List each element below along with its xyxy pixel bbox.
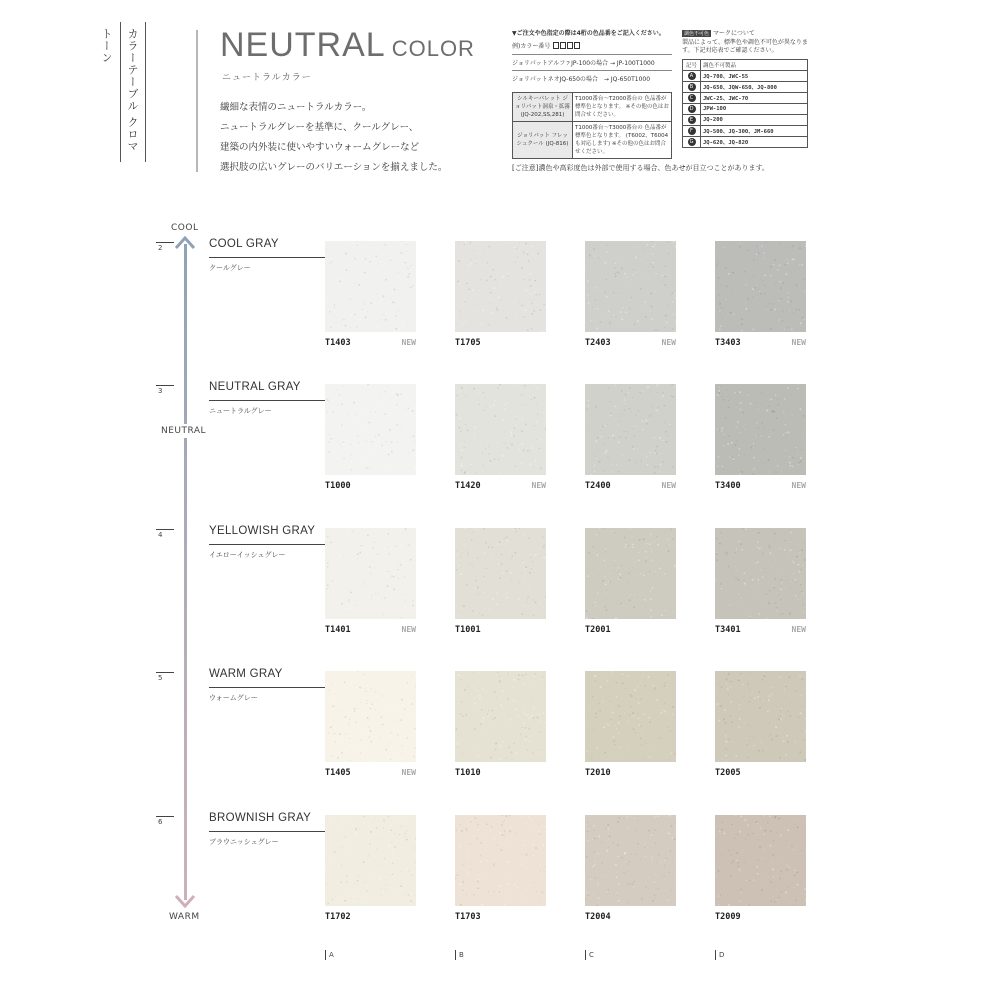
new-badge: NEW xyxy=(661,481,676,490)
swatch-code: T3400 xyxy=(715,481,741,491)
table-row xyxy=(683,104,808,115)
swatch-texture xyxy=(715,384,806,475)
swatch-code: T1010 xyxy=(455,768,481,778)
table-row xyxy=(513,122,672,159)
table-cell-product: シルキーパレット ジョリパット洞泉・拡霧 (JQ-202,SS,281) xyxy=(513,93,573,122)
color-swatch[interactable] xyxy=(585,815,676,906)
table-row xyxy=(683,126,808,137)
description-line: ニュートラルグレーを基準に、クールグレー、 xyxy=(220,122,419,133)
color-swatch[interactable] xyxy=(585,384,676,475)
mark-products: JQ-650、JQW-650、JQ-800 xyxy=(701,82,808,93)
swatch-code: T1420 xyxy=(455,481,481,491)
new-badge: NEW xyxy=(791,625,806,634)
mark-info-panel xyxy=(682,28,812,148)
table-header-product: 調色不可製品 xyxy=(701,60,808,71)
new-badge: NEW xyxy=(531,481,546,490)
swatch-code: T2009 xyxy=(715,912,741,922)
page-title-secondary: COLOR xyxy=(391,36,475,61)
axis-label-neutral: NEUTRAL xyxy=(161,426,207,436)
swatch-code: T1000 xyxy=(325,481,351,491)
column-marker: C xyxy=(585,950,594,960)
color-swatch[interactable] xyxy=(455,815,546,906)
color-swatch[interactable] xyxy=(455,671,546,762)
mark-symbol xyxy=(683,126,701,137)
row-number: 6 xyxy=(156,816,174,826)
circle-letter-icon: E xyxy=(688,116,696,124)
order-example xyxy=(512,41,672,50)
swatch-code: T1403 xyxy=(325,338,351,348)
row-subtitle: ブラウニッシュグレー xyxy=(209,838,279,846)
side-category-label: カラーテーブル クロマトーン xyxy=(120,22,146,162)
mark-heading xyxy=(682,28,812,37)
swatch-code: T2005 xyxy=(715,768,741,778)
swatch-code: T2001 xyxy=(585,625,611,635)
color-swatch[interactable] xyxy=(585,671,676,762)
mark-symbol xyxy=(683,137,701,148)
circle-letter-icon: G xyxy=(688,138,696,146)
order-info-panel xyxy=(512,28,672,159)
description-line: 繊細な表情のニュートラルカラー。 xyxy=(220,102,372,113)
mark-products: JQ-700、JWC-55 xyxy=(701,71,808,82)
swatch-texture xyxy=(455,671,546,762)
new-badge: NEW xyxy=(791,481,806,490)
circle-letter-icon: A xyxy=(688,72,696,80)
row-title: NEUTRAL GRAY xyxy=(209,381,301,393)
color-swatch[interactable] xyxy=(585,528,676,619)
swatch-texture xyxy=(715,671,806,762)
color-swatch[interactable] xyxy=(715,815,806,906)
row-title: WARM GRAY xyxy=(209,668,283,680)
color-swatch[interactable] xyxy=(325,815,416,906)
mark-table xyxy=(682,59,808,148)
swatch-texture xyxy=(325,241,416,332)
column-marker: D xyxy=(715,950,724,960)
table-row xyxy=(683,82,808,93)
swatch-texture xyxy=(715,241,806,332)
new-badge: NEW xyxy=(401,338,416,347)
swatch-code: T3403 xyxy=(715,338,741,348)
row-subtitle: ニュートラルグレー xyxy=(209,407,272,415)
swatch-texture xyxy=(325,671,416,762)
color-swatch[interactable] xyxy=(325,528,416,619)
row-title: YELLOWISH GRAY xyxy=(209,525,316,537)
row-number: 5 xyxy=(156,672,174,682)
circle-letter-icon: D xyxy=(688,105,696,113)
description-line: 建築の内外装に使いやすいウォームグレーなど xyxy=(220,142,420,153)
row-divider xyxy=(209,544,325,545)
row-number: 3 xyxy=(156,385,174,395)
standard-color-table xyxy=(512,92,672,159)
mark-products: JQ-200 xyxy=(701,115,808,126)
swatch-code: T2400 xyxy=(585,481,611,491)
swatch-code: T1001 xyxy=(455,625,481,635)
page-description xyxy=(220,98,447,178)
new-badge: NEW xyxy=(661,338,676,347)
caution-note: [ご注意]濃色や高彩度色は外部で使用する場合、色あせが目立つことがあります。 xyxy=(512,164,769,172)
color-swatch[interactable] xyxy=(715,384,806,475)
table-cell-note: T1000番台〜T3000番台の 色品番が標準色となります。 (T6002、T6004も対応します) ※その他の色はお問合せください。 xyxy=(573,122,672,159)
swatch-texture xyxy=(455,384,546,475)
color-swatch[interactable] xyxy=(325,241,416,332)
color-swatch[interactable] xyxy=(715,671,806,762)
page-title xyxy=(220,26,475,65)
mark-symbol xyxy=(683,93,701,104)
mark-heading-text: マークについて xyxy=(713,30,755,37)
row-title: COOL GRAY xyxy=(209,238,279,250)
table-row xyxy=(683,71,808,82)
table-header-symbol: 記号 xyxy=(683,60,701,71)
mark-products: JQ-620、JQ-820 xyxy=(701,137,808,148)
mark-products: JQ-500、JQ-300、JM-660 xyxy=(701,126,808,137)
row-divider xyxy=(209,257,325,258)
row-subtitle: クールグレー xyxy=(209,264,251,272)
swatch-code: T1405 xyxy=(325,768,351,778)
row-subtitle: イエローイッシュグレー xyxy=(209,551,286,559)
table-row xyxy=(683,115,808,126)
mark-symbol xyxy=(683,82,701,93)
swatch-code: T3401 xyxy=(715,625,741,635)
table-header-row xyxy=(683,60,808,71)
row-title: BROWNISH GRAY xyxy=(209,812,312,824)
mark-symbol xyxy=(683,115,701,126)
swatch-code: T2004 xyxy=(585,912,611,922)
swatch-texture xyxy=(585,241,676,332)
new-badge: NEW xyxy=(401,768,416,777)
swatch-code: T2010 xyxy=(585,768,611,778)
order-example-label: 例)カラー番号 xyxy=(512,43,551,50)
table-row xyxy=(683,93,808,104)
color-swatch[interactable] xyxy=(715,241,806,332)
new-badge: NEW xyxy=(401,625,416,634)
swatch-texture xyxy=(585,671,676,762)
row-number: 4 xyxy=(156,529,174,539)
arrow-down-icon xyxy=(174,894,196,908)
page-title-main: NEUTRAL xyxy=(220,26,386,64)
table-cell-product: ジョリパット フレッシュクール (JQ-816) xyxy=(513,122,573,159)
swatch-code: T1401 xyxy=(325,625,351,635)
mark-note: 製品によって、標準色や調色不可色が異なります。下記対応表でご確認ください。 xyxy=(682,39,808,54)
swatch-code: T1705 xyxy=(455,338,481,348)
color-swatch[interactable] xyxy=(455,528,546,619)
circle-letter-icon: B xyxy=(688,83,696,91)
swatch-code: T2403 xyxy=(585,338,611,348)
color-swatch[interactable] xyxy=(585,241,676,332)
swatch-texture xyxy=(455,241,546,332)
order-example-line: ジョリパットネオJQ-650の場合 → JQ-650T1000 xyxy=(512,70,672,86)
swatch-texture xyxy=(585,815,676,906)
swatch-code: T1702 xyxy=(325,912,351,922)
swatch-texture xyxy=(715,528,806,619)
mark-symbol xyxy=(683,104,701,115)
axis-label-warm: WARM xyxy=(169,912,200,922)
mark-products: JWC-25、JWC-70 xyxy=(701,93,808,104)
description-line: 選択肢の広いグレーのバリエーションを揃えました。 xyxy=(220,162,448,173)
new-badge: NEW xyxy=(791,338,806,347)
swatch-texture xyxy=(455,528,546,619)
title-accent-bar xyxy=(196,30,198,172)
swatch-texture xyxy=(585,384,676,475)
swatch-texture xyxy=(585,528,676,619)
page-subtitle: ニュートラルカラー xyxy=(222,73,312,83)
row-number: 2 xyxy=(156,242,174,252)
row-divider xyxy=(209,831,325,832)
row-divider xyxy=(209,400,325,401)
swatch-texture xyxy=(325,528,416,619)
table-row xyxy=(683,137,808,148)
row-subtitle: ウォームグレー xyxy=(209,694,258,702)
swatch-texture xyxy=(325,815,416,906)
circle-letter-icon: F xyxy=(688,127,696,135)
circle-letter-icon: C xyxy=(688,94,696,102)
row-divider xyxy=(209,687,325,688)
table-cell-note: T1000番台〜T2000番台の 色品番が標準色となります。 ※その他の色はお問合せください。 xyxy=(573,93,672,122)
mark-products: JPW-100 xyxy=(701,104,808,115)
axis-label-cool: COOL xyxy=(171,223,199,233)
swatch-code: T1703 xyxy=(455,912,481,922)
color-swatch[interactable] xyxy=(715,528,806,619)
swatch-texture xyxy=(715,815,806,906)
order-example-line: ジョリパットアルファJP-100の場合 → JP-100T1000 xyxy=(512,54,672,70)
table-row xyxy=(513,93,672,122)
column-marker: A xyxy=(325,950,334,960)
order-heading: ▼ご注文や色指定の際は4桁の色品番をご記入ください。 xyxy=(512,30,665,37)
color-swatch[interactable] xyxy=(325,384,416,475)
swatch-texture xyxy=(325,384,416,475)
color-swatch[interactable] xyxy=(455,241,546,332)
arrow-up-icon xyxy=(174,236,196,250)
digit-boxes xyxy=(553,42,581,49)
color-swatch[interactable] xyxy=(325,671,416,762)
cool-warm-axis xyxy=(184,244,187,900)
column-marker: B xyxy=(455,950,464,960)
mark-symbol xyxy=(683,71,701,82)
mark-badge: 調色不可色 xyxy=(684,31,710,37)
color-swatch[interactable] xyxy=(455,384,546,475)
swatch-texture xyxy=(455,815,546,906)
